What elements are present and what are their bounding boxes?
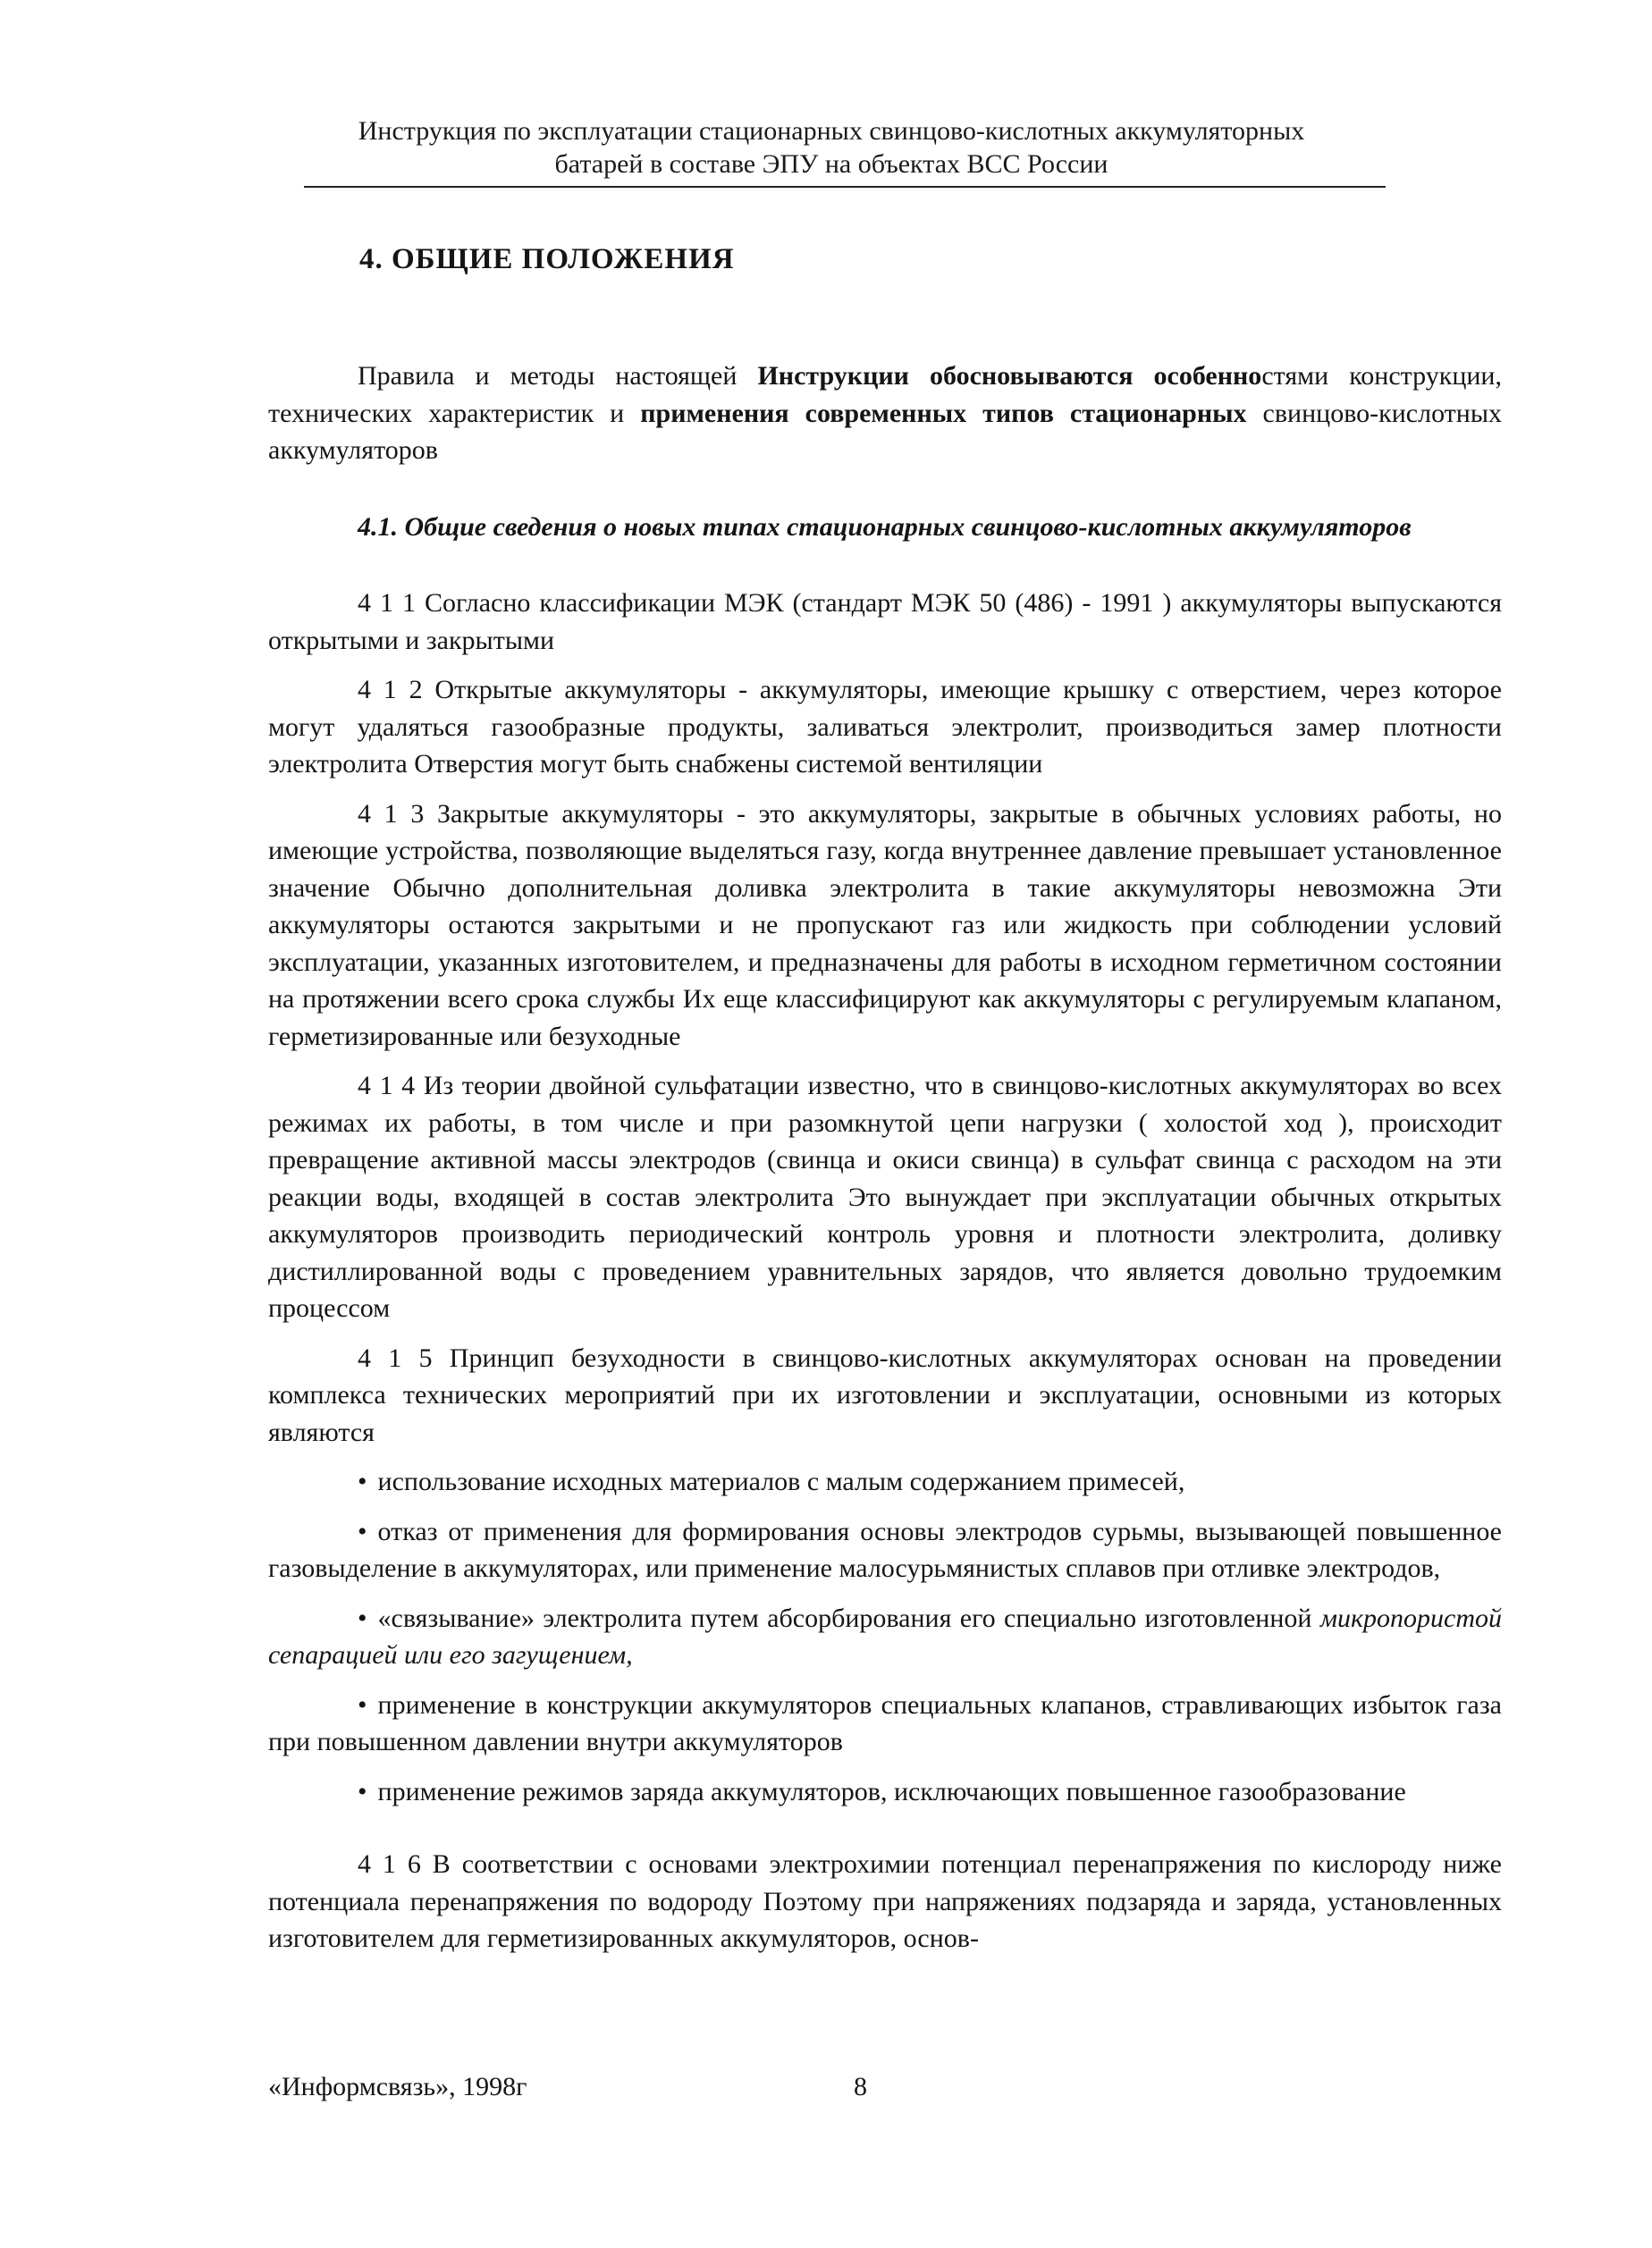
intro-bold-2: применения современных типов стационарных [640,398,1247,428]
paragraph-4-1-1: 4 1 1 Согласно классификации МЭК (стандарт МЭК 50 (486) - 1991 ) аккумуляторы выпускаются открытыми и закрытыми [268,588,1502,655]
bullet-item-3-italic: микропористой сепарацией или его загущением, [268,1603,1502,1670]
intro-text-2: стями конструкции, технических характеристик и [268,361,1502,428]
bullet-item-3-text: «связывание» электролита путем абсорбирования его специально изготовленной [377,1603,1320,1633]
page-number: 8 [854,2072,867,2101]
intro-paragraph [268,358,1502,469]
bullet-item-5: • применение режимов заряда аккумуляторов, исключающих повышенное газообразование [268,1773,1502,1811]
header-line-2: батарей в составе ЭПУ на объектах ВСС России [554,149,1108,179]
paragraph-4-1-3: 4 1 3 Закрытые аккумуляторы - это аккумуляторы, закрытые в обычных условиях работы, но имеющие устройства, позволяющие выделяться газу, когда внутреннее давление превышает установленное значение Обычно дополнительная доливка электролита в такие аккумуляторы невозможна Эти аккумуляторы остаются закрытыми и не пропускают газ или жидкость при соблюдении условий эксплуатации, указанных изготовителем, и предназначены для работы в исходном герметичном состоянии на протяжении всего срока службы Их еще классифицируют как аккумуляторы с регулируемым клапаном, герметизированные или безуходные [268,798,1502,1051]
paragraph-4-1-4: 4 1 4 Из теории двойной сульфатации известно, что в свинцово-кислотных аккумуляторах во всех режимах их работы, в том числе и при разомкнутой цепи нагрузки ( холостой ход ), происходит превращение активной массы электродов (свинца и окиси свинца) в сульфат свинца с расходом на эти реакции воды, входящей в состав электролита Это вынуждает при эксплуатации обычных открытых аккумуляторов производить периодический контроль уровня и плотности электролита, доливку дистиллированной воды с проведением уравнительных зарядов, что является довольно трудоемким процессом [268,1071,1502,1323]
bullet-item-1: • использование исходных материалов с малым содержанием примесей, [268,1463,1502,1501]
bullet-item-3 [268,1600,1502,1674]
paragraph-4-1-6: 4 1 6 В соответствии с основами электрохимии потенциал перенапряжения по кислороду ниже потенциала перенапряжения по водороду Поэтому при напряжениях подзаряда и заряда, установленных изготовителем для герметизированных аккумуляторов, основ- [268,1849,1502,1953]
section-title: 4. ОБЩИЕ ПОЛОЖЕНИЯ [359,243,735,275]
running-header [304,114,1359,181]
header-rule [304,186,1386,188]
intro-text-1: Правила и методы настоящей [358,361,758,391]
intro-text-3: свинцово-кислотных аккумуляторов [268,398,1502,465]
paragraph-4-1-5: 4 1 5 Принцип безуходности в свинцово-кислотных аккумуляторах основан на проведении комплекса технических мероприятий при их изготовлении и эксплуатации, основными из которых являются [268,1343,1502,1447]
bullet-item-2: • отказ от применения для формирования основы электродов сурьмы, вызывающей повышенное газовыделение в аккумуляторах, или применение малосурьмянистых сплавов при отливке электродов, [268,1513,1502,1587]
header-line-1: Инструкция по эксплуатации стационарных свинцово-кислотных аккумуляторных [358,116,1305,146]
bullet-item-4: • применение в конструкции аккумуляторов специальных клапанов, стравливающих избыток газа при повышенном давлении внутри аккумуляторов [268,1687,1502,1761]
intro-bold-1: Инструкции обосновываются особенно [757,361,1262,391]
footer-source: «Информсвязь», 1998г [268,2072,527,2101]
paragraph-4-1-2: 4 1 2 Открытые аккумуляторы - аккумуляторы, имеющие крышку с отверстием, через которое могут удаляться газообразные продукты, заливаться электролит, производиться замер плотности электролита Отверстия могут быть снабжены системой вентиляции [268,675,1502,779]
document-body [268,358,1502,1958]
subsection-title: 4.1. Общие сведения о новых типах стационарных свинцово-кислотных аккумуляторов [358,511,1412,542]
